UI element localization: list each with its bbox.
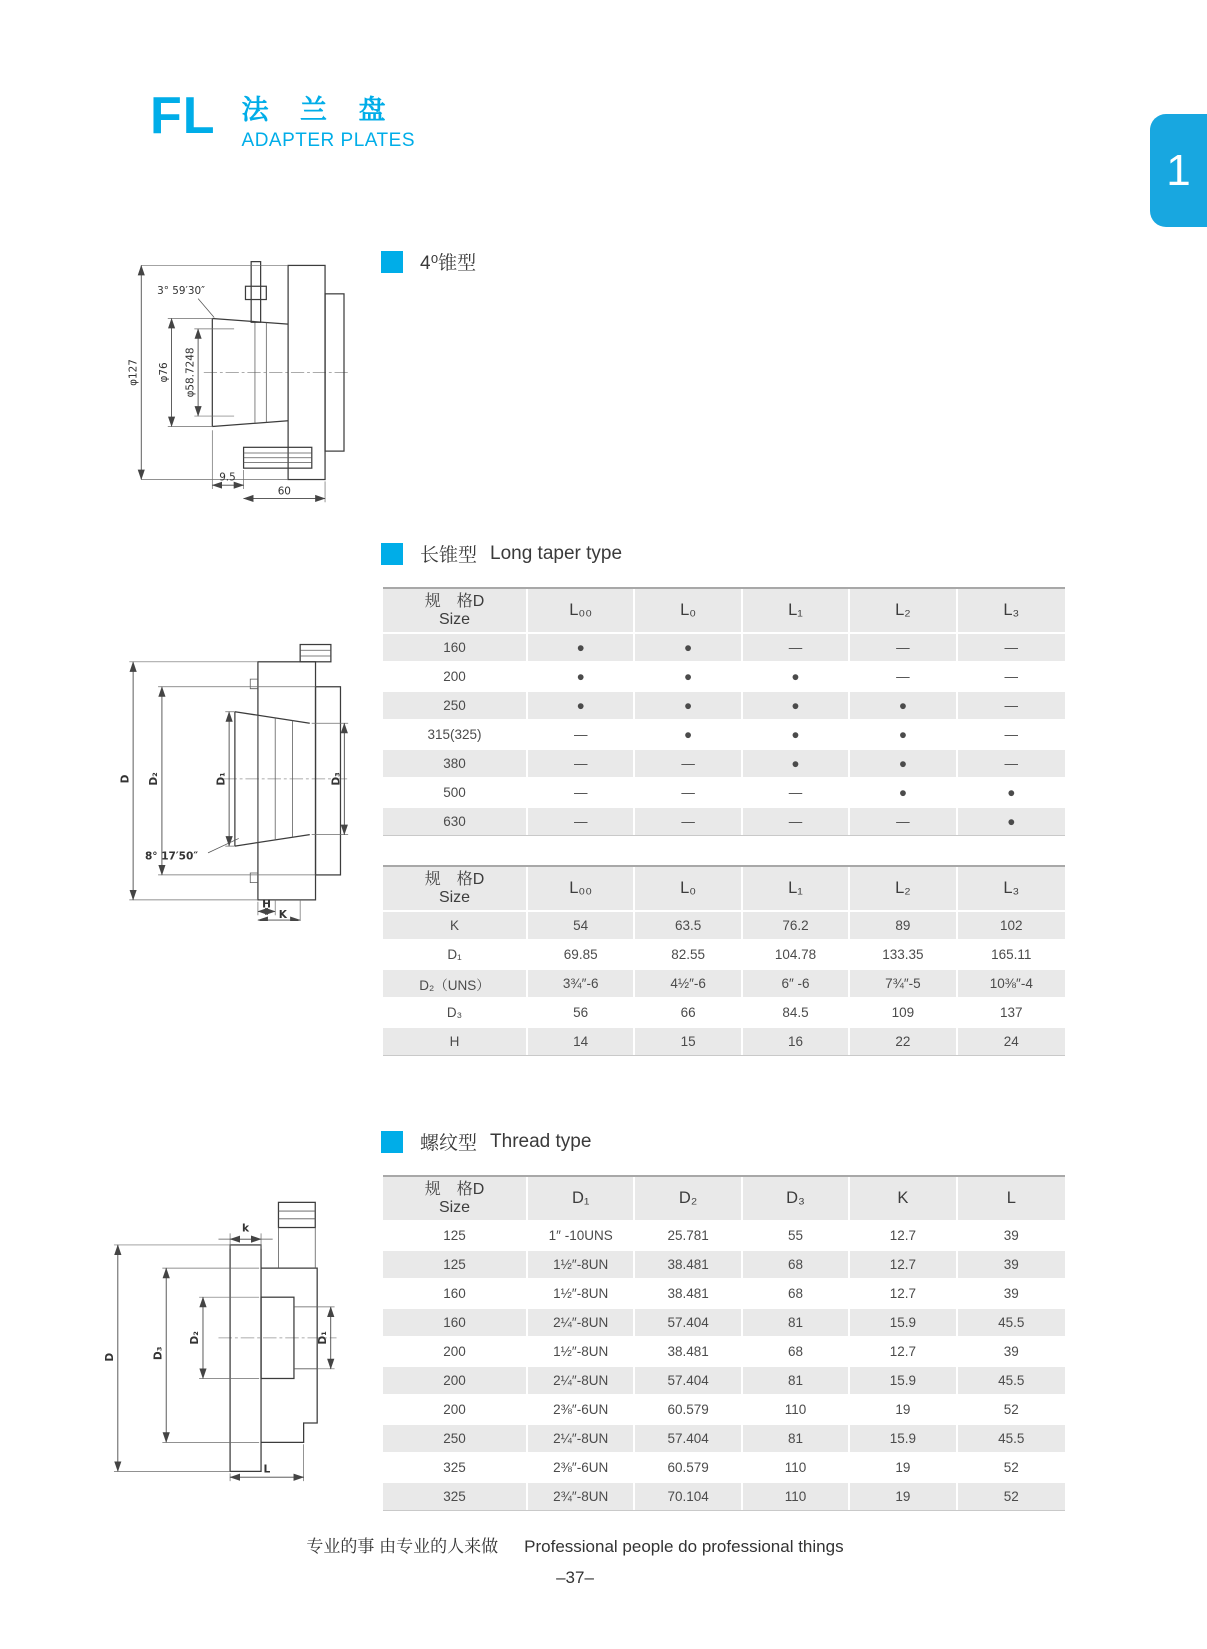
table-row bbox=[383, 779, 1065, 806]
cell: — bbox=[635, 750, 742, 777]
cell: 12.7 bbox=[850, 1251, 957, 1278]
cell: — bbox=[1004, 640, 1019, 655]
header-size-cn: 规 格D bbox=[424, 871, 485, 889]
dim-label-k: k bbox=[242, 1221, 250, 1235]
cell: 1″ -10UNS bbox=[528, 1222, 635, 1249]
table-row bbox=[383, 941, 1065, 968]
table-row bbox=[383, 1251, 1065, 1278]
cell: ● bbox=[635, 721, 742, 748]
row-size: 500 bbox=[383, 779, 528, 806]
row-size: 160 bbox=[383, 1309, 528, 1336]
header-col-L2: L₂ bbox=[850, 589, 957, 632]
cell: ● bbox=[635, 692, 742, 719]
cell: 39 bbox=[1003, 1228, 1019, 1243]
row-size: 200 bbox=[383, 663, 528, 690]
cell: 69.85 bbox=[528, 941, 635, 968]
row-size: 250 bbox=[383, 692, 528, 719]
cell: 57.404 bbox=[635, 1367, 742, 1394]
cell: 4½″-6 bbox=[635, 970, 742, 997]
cell: 110 bbox=[743, 1396, 850, 1423]
table-row bbox=[383, 663, 1065, 690]
dim-label-60: 60 bbox=[277, 485, 291, 498]
table-body bbox=[383, 912, 1065, 1056]
row-size: 200 bbox=[383, 1338, 528, 1365]
page-title-cn: 法 兰 盘 bbox=[241, 95, 398, 125]
cell: ● bbox=[1007, 785, 1016, 800]
header-col-D3: D₃ bbox=[743, 1177, 850, 1220]
cell: 63.5 bbox=[635, 912, 742, 939]
table-row bbox=[383, 721, 1065, 748]
cell: 81 bbox=[743, 1425, 850, 1452]
header-size bbox=[383, 1177, 528, 1220]
cell: ● bbox=[528, 634, 635, 661]
cell: 2⅜″-6UN bbox=[528, 1454, 635, 1481]
chapter-number: 1 bbox=[1166, 145, 1191, 195]
cell: 15 bbox=[635, 1028, 742, 1055]
cell: 1½″-8UN bbox=[528, 1280, 635, 1307]
dim-label-D2: D₂ bbox=[188, 1331, 202, 1345]
cell: 52 bbox=[1003, 1402, 1019, 1417]
header-col-L1: L₁ bbox=[743, 867, 850, 910]
cell: — bbox=[743, 808, 850, 835]
table-row bbox=[383, 1280, 1065, 1307]
cell: 60.579 bbox=[635, 1396, 742, 1423]
table-body bbox=[383, 1222, 1065, 1511]
table-row bbox=[383, 1222, 1065, 1249]
page-number: –37– bbox=[556, 1568, 594, 1587]
cell: 2¼″-8UN bbox=[528, 1367, 635, 1394]
table-header bbox=[383, 865, 1065, 910]
cell: 76.2 bbox=[743, 912, 850, 939]
cell: 6″ -6 bbox=[743, 970, 850, 997]
cell: 39 bbox=[1003, 1344, 1019, 1359]
cell: — bbox=[1004, 669, 1019, 684]
header-size-en: Size bbox=[438, 610, 471, 628]
cell: 1½″-8UN bbox=[528, 1338, 635, 1365]
cell: 57.404 bbox=[635, 1309, 742, 1336]
cell: 52 bbox=[1003, 1460, 1019, 1475]
cell: 82.55 bbox=[635, 941, 742, 968]
row-size: 160 bbox=[383, 634, 528, 661]
cell: — bbox=[850, 663, 957, 690]
section-thread-cn: 螺纹型 bbox=[420, 1133, 478, 1154]
section-taper4-label bbox=[381, 248, 476, 275]
dim-label-D: D bbox=[103, 1352, 117, 1362]
cell: 110 bbox=[743, 1454, 850, 1481]
section-long-taper-label bbox=[381, 540, 622, 567]
table-header bbox=[383, 1175, 1065, 1220]
chapter-tab bbox=[1150, 114, 1207, 227]
section-thread-label bbox=[381, 1128, 591, 1155]
cell: ● bbox=[528, 692, 635, 719]
cell: 165.11 bbox=[991, 947, 1032, 962]
table-row bbox=[383, 1483, 1065, 1510]
thread-type-table bbox=[383, 1175, 1065, 1511]
header-col-L2: L₂ bbox=[850, 867, 957, 910]
cell: — bbox=[1004, 698, 1019, 713]
row-size: 325 bbox=[383, 1454, 528, 1481]
cell: 68 bbox=[743, 1338, 850, 1365]
thread-type-technical-drawing bbox=[95, 1183, 340, 1483]
dim-label-D3: D₃ bbox=[151, 1346, 165, 1361]
row-name: K bbox=[383, 912, 528, 939]
row-size: 160 bbox=[383, 1280, 528, 1307]
cell: ● bbox=[635, 663, 742, 690]
dim-label-D1: D₁ bbox=[215, 772, 228, 786]
cell: 56 bbox=[528, 999, 635, 1026]
dim-label-9-5: 9.5 bbox=[219, 471, 236, 484]
table-row bbox=[383, 912, 1065, 939]
cell: ● bbox=[850, 692, 957, 719]
cell: — bbox=[743, 779, 850, 806]
cell: ● bbox=[743, 750, 850, 777]
cell: 24 bbox=[1003, 1034, 1019, 1049]
cell: 39 bbox=[1003, 1257, 1019, 1272]
cell: 15.9 bbox=[850, 1309, 957, 1336]
cell: 57.404 bbox=[635, 1425, 742, 1452]
dim-label-D1: D₁ bbox=[315, 1331, 329, 1345]
cell: 55 bbox=[743, 1222, 850, 1249]
cell: 14 bbox=[528, 1028, 635, 1055]
cell: — bbox=[528, 808, 635, 835]
row-size: 200 bbox=[383, 1396, 528, 1423]
cell: 2⅜″-6UN bbox=[528, 1396, 635, 1423]
cell: 81 bbox=[743, 1367, 850, 1394]
dim-label-D2: D₂ bbox=[148, 772, 161, 786]
cell: ● bbox=[635, 634, 742, 661]
cell: 15.9 bbox=[850, 1425, 957, 1452]
dim-label-d127: φ127 bbox=[127, 359, 140, 386]
cell: 137 bbox=[1000, 1005, 1023, 1020]
cell: 38.481 bbox=[635, 1251, 742, 1278]
cell: 12.7 bbox=[850, 1280, 957, 1307]
taper4-technical-drawing bbox=[122, 237, 350, 507]
footer-slogan-cn: 专业的事 由专业的人来做 bbox=[306, 1537, 499, 1556]
table-body bbox=[383, 634, 1065, 836]
row-size: 200 bbox=[383, 1367, 528, 1394]
cell: 45.5 bbox=[998, 1373, 1025, 1388]
table-row bbox=[383, 1028, 1065, 1055]
cell: ● bbox=[743, 692, 850, 719]
header-col-L0: L₀ bbox=[635, 589, 742, 632]
cell: 110 bbox=[743, 1483, 850, 1510]
cell: 102 bbox=[1000, 918, 1023, 933]
cell: — bbox=[850, 634, 957, 661]
header-size-en: Size bbox=[438, 1198, 471, 1216]
header-col-L1: L₁ bbox=[743, 589, 850, 632]
header-col-L3: L₃ bbox=[1003, 879, 1020, 897]
table-row bbox=[383, 750, 1065, 777]
cell: 3¾″-6 bbox=[528, 970, 635, 997]
header-col-K: K bbox=[850, 1177, 957, 1220]
table-row bbox=[383, 1396, 1065, 1423]
row-size: 315(325) bbox=[383, 721, 528, 748]
cell: ● bbox=[528, 663, 635, 690]
table-row bbox=[383, 808, 1065, 835]
cell: — bbox=[528, 721, 635, 748]
cell: 1½″-8UN bbox=[528, 1251, 635, 1278]
header-col-L00: L₀₀ bbox=[528, 589, 635, 632]
row-name: D₁ bbox=[383, 941, 528, 968]
cell: — bbox=[528, 779, 635, 806]
header-col-L00: L₀₀ bbox=[528, 867, 635, 910]
cell: — bbox=[635, 808, 742, 835]
section-bullet-icon bbox=[381, 543, 403, 565]
section-long-en: Long taper type bbox=[490, 542, 623, 564]
long-taper-availability-table bbox=[383, 587, 1065, 836]
cell: 2¾″-8UN bbox=[528, 1483, 635, 1510]
header-size bbox=[383, 867, 528, 910]
table-row bbox=[383, 1309, 1065, 1336]
dim-label-D: D bbox=[119, 774, 132, 784]
row-size: 380 bbox=[383, 750, 528, 777]
section-long-cn: 长锥型 bbox=[420, 545, 478, 566]
cell: ● bbox=[743, 663, 850, 690]
dim-label-angle2: 8° 17′50″ bbox=[144, 850, 199, 863]
page-title-en: ADAPTER PLATES bbox=[241, 129, 416, 151]
table-row bbox=[383, 1425, 1065, 1452]
header-col-D1: D₁ bbox=[528, 1177, 635, 1220]
cell: — bbox=[635, 779, 742, 806]
cell: 2¼″-8UN bbox=[528, 1309, 635, 1336]
cell: 45.5 bbox=[998, 1431, 1025, 1446]
row-name: D₂（UNS） bbox=[383, 970, 528, 997]
cell: 19 bbox=[850, 1483, 957, 1510]
row-size: 630 bbox=[383, 808, 528, 835]
header-col-D2: D₂ bbox=[635, 1177, 742, 1220]
section-bullet-icon bbox=[381, 1131, 403, 1153]
cell: 39 bbox=[1003, 1286, 1019, 1301]
table-row bbox=[383, 634, 1065, 661]
dim-label-K: K bbox=[278, 909, 287, 921]
table-row bbox=[383, 1338, 1065, 1365]
cell: — bbox=[528, 750, 635, 777]
cell: 12.7 bbox=[850, 1222, 957, 1249]
dim-label-D3: D₃ bbox=[330, 772, 343, 786]
cell: 68 bbox=[743, 1280, 850, 1307]
row-name: H bbox=[383, 1028, 528, 1055]
page-titles bbox=[242, 96, 415, 152]
cell: 19 bbox=[850, 1454, 957, 1481]
dim-label-H: H bbox=[262, 898, 271, 911]
header-col-L: L bbox=[1006, 1189, 1016, 1207]
header-col-L0: L₀ bbox=[635, 867, 742, 910]
table-header bbox=[383, 587, 1065, 632]
footer-slogan-en: Professional people do professional things bbox=[524, 1537, 844, 1556]
cell: 109 bbox=[850, 999, 957, 1026]
cell: 16 bbox=[743, 1028, 850, 1055]
cell: — bbox=[1004, 727, 1019, 742]
row-size: 325 bbox=[383, 1483, 528, 1510]
cell: 104.78 bbox=[743, 941, 850, 968]
cell: 22 bbox=[850, 1028, 957, 1055]
cell: 19 bbox=[850, 1396, 957, 1423]
cell: 66 bbox=[635, 999, 742, 1026]
cell: 54 bbox=[528, 912, 635, 939]
cell: 38.481 bbox=[635, 1338, 742, 1365]
table-row bbox=[383, 1367, 1065, 1394]
header-col-L3: L₃ bbox=[1003, 601, 1020, 619]
long-taper-technical-drawing bbox=[112, 633, 352, 921]
row-size: 125 bbox=[383, 1251, 528, 1278]
table-row bbox=[383, 999, 1065, 1026]
footer-slogan bbox=[0, 1532, 1150, 1557]
cell: 12.7 bbox=[850, 1338, 957, 1365]
cell: — bbox=[850, 808, 957, 835]
cell: 89 bbox=[850, 912, 957, 939]
cell: 2¼″-8UN bbox=[528, 1425, 635, 1452]
cell: 70.104 bbox=[635, 1483, 742, 1510]
cell: — bbox=[1004, 756, 1019, 771]
cell: 45.5 bbox=[998, 1315, 1025, 1330]
cell: 68 bbox=[743, 1251, 850, 1278]
cell: 25.781 bbox=[635, 1222, 742, 1249]
page-code: FL bbox=[150, 87, 216, 145]
cell: ● bbox=[850, 779, 957, 806]
cell: 84.5 bbox=[743, 999, 850, 1026]
table-row bbox=[383, 1454, 1065, 1481]
cell: 52 bbox=[1003, 1489, 1019, 1504]
header-size-en: Size bbox=[438, 888, 471, 906]
section-thread-en: Thread type bbox=[490, 1130, 592, 1152]
row-size: 125 bbox=[383, 1222, 528, 1249]
dim-label-d58: φ58.7248 bbox=[184, 347, 197, 398]
section-taper4-text: 4⁰锥型 bbox=[420, 253, 477, 274]
cell: 60.579 bbox=[635, 1454, 742, 1481]
table-row bbox=[383, 970, 1065, 997]
cell: ● bbox=[850, 721, 957, 748]
cell: — bbox=[743, 634, 850, 661]
dim-label-d76: φ76 bbox=[158, 362, 171, 383]
dim-label-angle: 3° 59′30″ bbox=[157, 284, 205, 297]
table-row bbox=[383, 692, 1065, 719]
row-name: D₃ bbox=[383, 999, 528, 1026]
cell: 81 bbox=[743, 1309, 850, 1336]
cell: 38.481 bbox=[635, 1280, 742, 1307]
dim-label-L: L bbox=[263, 1462, 271, 1476]
cell: 133.35 bbox=[850, 941, 957, 968]
cell: ● bbox=[743, 721, 850, 748]
cell: 7¾″-5 bbox=[850, 970, 957, 997]
cell: 10⅜″-4 bbox=[989, 976, 1033, 991]
cell: 15.9 bbox=[850, 1367, 957, 1394]
cell: ● bbox=[850, 750, 957, 777]
header-size-cn: 规 格D bbox=[424, 1181, 485, 1199]
header-size-cn: 规 格D bbox=[424, 593, 485, 611]
header-size bbox=[383, 589, 528, 632]
page-header bbox=[150, 87, 416, 152]
cell: ● bbox=[1007, 814, 1016, 829]
section-bullet-icon bbox=[381, 251, 403, 273]
long-taper-dimensions-table bbox=[383, 865, 1065, 1056]
row-size: 250 bbox=[383, 1425, 528, 1452]
